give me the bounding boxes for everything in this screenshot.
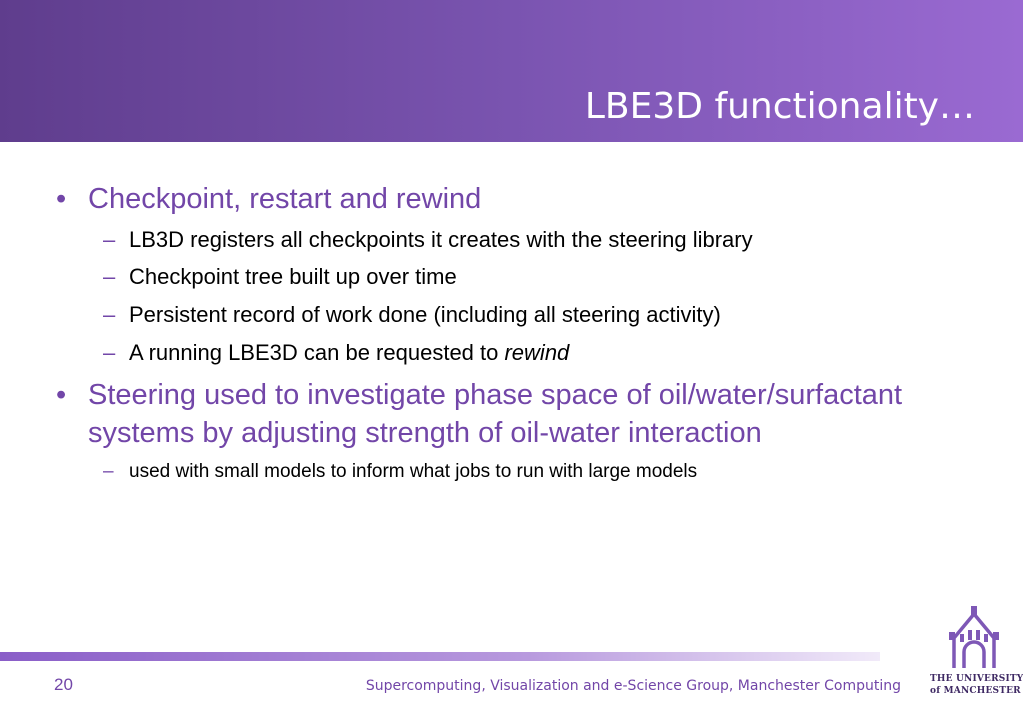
sub-bullet-item <box>103 339 569 367</box>
dash-marker: – <box>103 302 116 327</box>
sub-bullet-text: LB3D registers all checkpoints it creates with the steering library <box>129 227 753 252</box>
logo-text-line2: of MANCHESTER <box>930 686 1021 696</box>
sub-bullet-item <box>103 263 457 291</box>
sub-bullet-text: Persistent record of work done (including all steering activity) <box>129 302 721 327</box>
bullet-item <box>56 180 988 218</box>
page-number: 20 <box>54 675 73 694</box>
sub-bullet-text <box>129 339 569 367</box>
bullet-marker: • <box>56 183 67 215</box>
footer-rule <box>0 652 880 661</box>
university-crest-icon <box>944 604 1004 670</box>
sub-bullet-item <box>103 301 721 329</box>
sub-bullet-item <box>103 226 753 254</box>
logo-text-line1: THE UNIVERSITY <box>930 674 1023 684</box>
bullet-marker: • <box>56 379 67 411</box>
dash-marker: – <box>103 227 116 252</box>
dash-marker: – <box>103 461 114 482</box>
bullet-text: Steering used to investigate phase space of oil/water/surfactant systems by adjusting strength of oil-water interaction <box>88 379 903 449</box>
bullet-item <box>56 376 988 452</box>
sub-bullet-plain-text: A running LBE3D can be requested to <box>129 340 505 365</box>
slide-title: LBE3D functionality… <box>584 86 975 127</box>
footer-group-name: Supercomputing, Visualization and e-Science Group, Manchester Computing <box>365 678 901 694</box>
emphasis-text: rewind <box>504 340 570 365</box>
sub-bullet-text: Checkpoint tree built up over time <box>129 264 457 289</box>
sub-bullet-item <box>103 458 697 486</box>
dash-marker: – <box>103 340 116 365</box>
dash-marker: – <box>103 264 116 289</box>
university-logo <box>930 604 1023 704</box>
sub-bullet-text: used with small models to inform what jobs to run with large models <box>129 461 698 482</box>
bullet-text: Checkpoint, restart and rewind <box>88 183 482 215</box>
title-banner <box>0 0 1023 142</box>
